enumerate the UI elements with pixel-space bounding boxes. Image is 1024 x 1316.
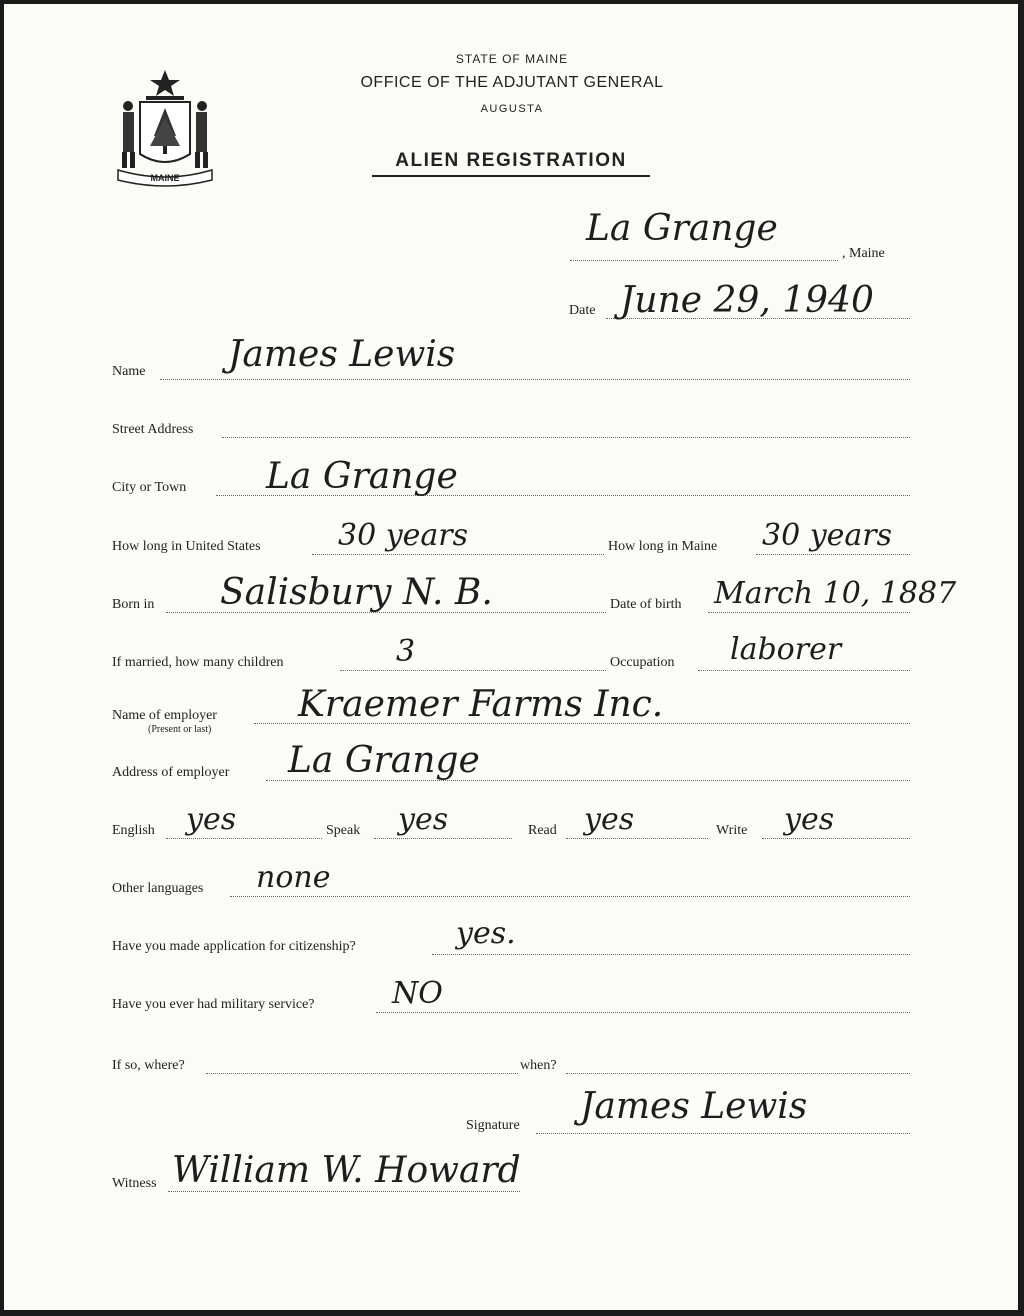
how-long-maine-label: How long in Maine (608, 539, 718, 554)
occupation-value[interactable]: laborer (730, 632, 842, 667)
date-of-birth-label: Date of birth (610, 597, 682, 612)
employer-name-label: Name of employer (112, 708, 217, 723)
form-title: ALIEN REGISTRATION (372, 150, 650, 177)
svg-text:MAINE: MAINE (150, 173, 180, 183)
read-label: Read (528, 823, 557, 838)
witness-label: Witness (112, 1176, 157, 1191)
children-label: If married, how many children (112, 655, 284, 670)
place-suffix: , Maine (842, 246, 885, 261)
children-line (340, 670, 606, 671)
witness-value[interactable]: William W. Howard (172, 1150, 521, 1191)
citizenship-value[interactable]: yes. (456, 916, 516, 951)
when-line (566, 1073, 910, 1074)
write-line (762, 838, 910, 839)
when-label: when? (520, 1058, 557, 1073)
other-languages-value[interactable]: none (256, 860, 331, 895)
how-long-us-line (312, 554, 604, 555)
occupation-line (698, 670, 910, 671)
header-state: STATE OF MAINE (455, 52, 569, 66)
read-line (566, 838, 708, 839)
signature-value[interactable]: James Lewis (580, 1086, 808, 1127)
place-line (570, 260, 838, 261)
speak-label: Speak (326, 823, 361, 838)
signature-label: Signature (466, 1118, 520, 1133)
how-long-us-value[interactable]: 30 years (338, 518, 469, 553)
if-so-where-line (206, 1073, 518, 1074)
name-value[interactable]: James Lewis (228, 334, 456, 375)
military-line (376, 1012, 910, 1013)
employer-name-value[interactable]: Kraemer Farms Inc. (298, 684, 664, 725)
header-office: OFFICE OF THE ADJUTANT GENERAL (360, 74, 664, 91)
signature-line (536, 1133, 910, 1134)
born-in-value[interactable]: Salisbury N. B. (220, 572, 493, 613)
other-languages-label: Other languages (112, 881, 204, 896)
city-label: City or Town (112, 480, 187, 495)
how-long-maine-value[interactable]: 30 years (762, 518, 893, 553)
place-value[interactable]: La Grange (586, 208, 778, 249)
date-label: Date (569, 303, 596, 318)
name-label: Name (112, 364, 146, 379)
born-in-label: Born in (112, 597, 155, 612)
english-line (166, 838, 322, 839)
speak-line (374, 838, 512, 839)
military-value[interactable]: NO (392, 976, 443, 1011)
military-label: Have you ever had military service? (112, 997, 315, 1012)
date-value[interactable]: June 29, 1940 (620, 280, 874, 321)
header-city: AUGUSTA (480, 103, 544, 115)
english-label: English (112, 823, 155, 838)
english-value[interactable]: yes (186, 802, 237, 837)
employer-address-label: Address of employer (112, 765, 230, 780)
name-line (160, 379, 910, 380)
other-languages-line (230, 896, 910, 897)
how-long-us-label: How long in United States (112, 539, 261, 554)
date-of-birth-value[interactable]: March 10, 1887 (714, 576, 957, 611)
write-label: Write (716, 823, 748, 838)
employer-name-sublabel: (Present or last) (148, 724, 212, 735)
employer-address-value[interactable]: La Grange (288, 740, 480, 781)
speak-value[interactable]: yes (398, 802, 449, 837)
citizenship-line (432, 954, 910, 955)
children-value[interactable]: 3 (396, 634, 416, 669)
if-so-where-label: If so, where? (112, 1058, 185, 1073)
citizenship-label: Have you made application for citizenship? (112, 939, 356, 954)
occupation-label: Occupation (610, 655, 675, 670)
how-long-maine-line (756, 554, 910, 555)
city-value[interactable]: La Grange (266, 456, 458, 497)
street-address-label: Street Address (112, 422, 194, 437)
date-of-birth-line (708, 612, 910, 613)
write-value[interactable]: yes (784, 802, 835, 837)
read-value[interactable]: yes (584, 802, 635, 837)
street-address-line (222, 437, 910, 438)
witness-line (168, 1191, 520, 1192)
